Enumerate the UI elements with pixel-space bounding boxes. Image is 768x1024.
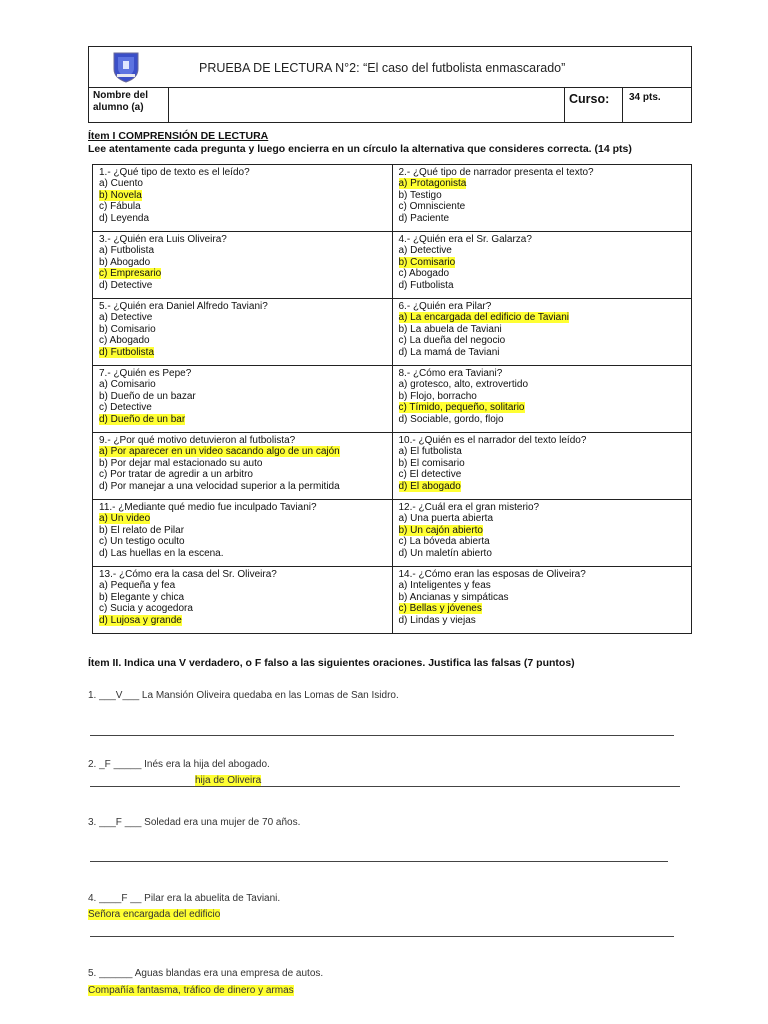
option[interactable]: c) Fábula xyxy=(99,201,141,213)
question-cell-9 xyxy=(93,433,393,500)
option-selected[interactable]: d) Dueño de un bar xyxy=(99,413,186,425)
question-cell-14 xyxy=(392,567,692,634)
question-text: 13.- ¿Cómo era la casa del Sr. Oliveira? xyxy=(99,569,277,580)
question-row xyxy=(93,567,692,634)
option[interactable]: d) Futbolista xyxy=(398,279,454,291)
option[interactable]: a) Una puerta abierta xyxy=(398,513,494,525)
question-text: 7.- ¿Quién es Pepe? xyxy=(99,368,192,379)
header-info-row xyxy=(89,88,691,122)
answer-line-1[interactable] xyxy=(90,735,674,736)
option[interactable]: c) Abogado xyxy=(99,335,150,347)
page-title: PRUEBA DE LECTURA N°2: “El caso del futbolista enmascarado” xyxy=(199,61,566,75)
question-text: 9.- ¿Por qué motivo detuvieron al futbolista? xyxy=(99,435,296,446)
question-row xyxy=(93,500,692,567)
option[interactable]: a) Detective xyxy=(398,245,452,257)
option[interactable]: d) Las huellas en la escena. xyxy=(99,547,224,559)
option[interactable]: b) El comisario xyxy=(398,457,465,469)
question-row xyxy=(93,299,692,366)
question-cell-10 xyxy=(392,433,692,500)
school-crest-icon xyxy=(111,51,141,83)
option[interactable]: d) Leyenda xyxy=(99,212,150,224)
justification-5: Compañía fantasma, tráfico de dinero y armas xyxy=(88,985,294,996)
option-selected[interactable]: a) Por aparecer en un video sacando algo de un cajón xyxy=(99,446,340,458)
answer-line-3[interactable] xyxy=(90,861,668,862)
option[interactable]: d) La mamá de Taviani xyxy=(398,346,500,358)
option[interactable]: a) Cuento xyxy=(99,178,143,190)
question-cell-4 xyxy=(392,232,692,299)
student-name-label-line1: Nombre del xyxy=(93,90,149,101)
option-selected[interactable]: d) El abogado xyxy=(398,480,461,492)
question-cell-11 xyxy=(93,500,393,567)
option[interactable]: a) Inteligentes y feas xyxy=(398,580,491,592)
question-cell-13 xyxy=(93,567,393,634)
option[interactable]: d) Sociable, gordo, flojo xyxy=(398,413,504,425)
option[interactable]: b) Flojo, borracho xyxy=(398,390,477,402)
question-text: 2.- ¿Qué tipo de narrador presenta el texto? xyxy=(398,167,594,178)
question-text: 5.- ¿Quién era Daniel Alfredo Taviani? xyxy=(99,301,268,312)
option[interactable]: b) Elegante y chica xyxy=(99,591,185,603)
question-cell-8 xyxy=(392,366,692,433)
tf-item-2: 2. _F _____ Inés era la hija del abogado. xyxy=(88,759,270,770)
option-selected[interactable]: c) Tímido, pequeño, solitario xyxy=(398,402,525,414)
option[interactable]: c) Abogado xyxy=(398,268,450,280)
question-text: 14.- ¿Cómo eran las esposas de Oliveira? xyxy=(398,569,586,580)
option-selected[interactable]: a) Protagonista xyxy=(398,178,467,190)
option-selected[interactable]: d) Futbolista xyxy=(99,346,155,358)
option-selected[interactable]: b) Un cajón abierto xyxy=(398,524,483,536)
curso-label: Curso: xyxy=(565,88,623,122)
question-cell-1 xyxy=(93,165,393,232)
question-cell-2 xyxy=(392,165,692,232)
option[interactable]: d) Un maletín abierto xyxy=(398,547,492,559)
option[interactable]: b) Por dejar mal estacionado su auto xyxy=(99,457,263,469)
header-title-row xyxy=(89,47,691,88)
tf-item-5: 5. ______ Aguas blandas era una empresa de autos. xyxy=(88,968,324,979)
question-text: 12.- ¿Cuál era el gran misterio? xyxy=(398,502,540,513)
option-selected[interactable]: c) Bellas y jóvenes xyxy=(398,603,482,615)
question-text: 8.- ¿Cómo era Taviani? xyxy=(398,368,503,379)
question-row xyxy=(93,366,692,433)
questions-table xyxy=(92,164,692,634)
question-cell-12 xyxy=(392,500,692,567)
option[interactable]: b) Ancianas y simpáticas xyxy=(398,591,509,603)
justification-2: hija de Oliveira xyxy=(195,775,262,786)
student-name-label xyxy=(89,88,169,122)
option[interactable]: b) Abogado xyxy=(99,256,151,268)
tf-item-3: 3. ___F ___ Soledad era una mujer de 70 años. xyxy=(88,817,301,828)
question-text: 1.- ¿Qué tipo de texto es el leído? xyxy=(99,167,250,178)
option-selected[interactable]: a) Un video xyxy=(99,513,151,525)
question-row xyxy=(93,433,692,500)
option-selected[interactable]: b) Comisario xyxy=(398,256,456,268)
option[interactable]: a) Pequeña y fea xyxy=(99,580,176,592)
option[interactable]: a) Detective xyxy=(99,312,153,324)
question-cell-7 xyxy=(93,366,393,433)
option[interactable]: a) grotesco, alto, extrovertido xyxy=(398,379,529,391)
question-row xyxy=(93,165,692,232)
question-text: 4.- ¿Quién era el Sr. Galarza? xyxy=(398,234,532,245)
option-selected[interactable]: b) Novela xyxy=(99,189,142,201)
question-cell-5 xyxy=(93,299,393,366)
option[interactable]: d) Lindas y viejas xyxy=(398,614,476,626)
option[interactable]: b) Comisario xyxy=(99,323,156,335)
section1-title: Ítem I COMPRENSIÓN DE LECTURA xyxy=(88,130,269,142)
option[interactable]: d) Por manejar a una velocidad superior a la permitida xyxy=(99,480,340,492)
question-text: 3.- ¿Quién era Luis Oliveira? xyxy=(99,234,227,245)
option[interactable]: c) Por tratar de agredir a un arbitro xyxy=(99,469,253,481)
option-selected[interactable]: c) Empresario xyxy=(99,268,162,280)
option[interactable]: c) Detective xyxy=(99,402,152,414)
question-cell-6 xyxy=(392,299,692,366)
student-name-label-line2: alumno (a) xyxy=(93,102,144,113)
justification-4: Señora encargada del edificio xyxy=(88,909,221,920)
option-selected[interactable]: a) La encargada del edificio de Taviani xyxy=(398,312,569,324)
option[interactable]: a) Comisario xyxy=(99,379,156,391)
section1-instruction: Lee atentamente cada pregunta y luego encierra en un círculo la alternativa que consideres correcta. (14 pts) xyxy=(88,143,632,155)
header-table xyxy=(88,46,692,123)
question-row xyxy=(93,232,692,299)
option-selected[interactable]: d) Lujosa y grande xyxy=(99,614,182,626)
section2-title: Ítem II. Indica una V verdadero, o F falso a las siguientes oraciones. Justifica las falsas (7 puntos) xyxy=(88,657,575,669)
option[interactable]: c) La bóveda abierta xyxy=(398,536,490,548)
question-cell-3 xyxy=(93,232,393,299)
question-text: 6.- ¿Quién era Pilar? xyxy=(398,301,492,312)
option[interactable]: b) Dueño de un bazar xyxy=(99,390,196,402)
tf-item-4: 4. ____F __ Pilar era la abuelita de Taviani. xyxy=(88,893,281,904)
answer-line-4[interactable] xyxy=(90,936,674,937)
option[interactable]: c) El detective xyxy=(398,469,462,481)
option[interactable]: b) La abuela de Taviani xyxy=(398,323,502,335)
tf-item-1: 1. ___V___ La Mansión Oliveira quedaba en las Lomas de San Isidro. xyxy=(88,690,399,701)
question-text: 10.- ¿Quién es el narrador del texto leído? xyxy=(398,435,587,446)
answer-line-2[interactable] xyxy=(90,786,680,787)
option[interactable]: a) El futbolista xyxy=(398,446,462,458)
option[interactable]: c) La dueña del negocio xyxy=(398,335,506,347)
option[interactable]: d) Paciente xyxy=(398,212,450,224)
student-name-field[interactable] xyxy=(169,88,565,122)
question-text: 11.- ¿Mediante qué medio fue inculpado Taviani? xyxy=(99,502,317,513)
option[interactable]: c) Un testigo oculto xyxy=(99,536,185,548)
option[interactable]: c) Omnisciente xyxy=(398,201,466,213)
option[interactable]: a) Futbolista xyxy=(99,245,155,257)
option[interactable]: b) El relato de Pilar xyxy=(99,524,185,536)
option[interactable]: c) Sucia y acogedora xyxy=(99,603,193,615)
option[interactable]: d) Detective xyxy=(99,279,153,291)
option[interactable]: b) Testigo xyxy=(398,189,442,201)
total-points: 34 pts. xyxy=(629,92,661,103)
